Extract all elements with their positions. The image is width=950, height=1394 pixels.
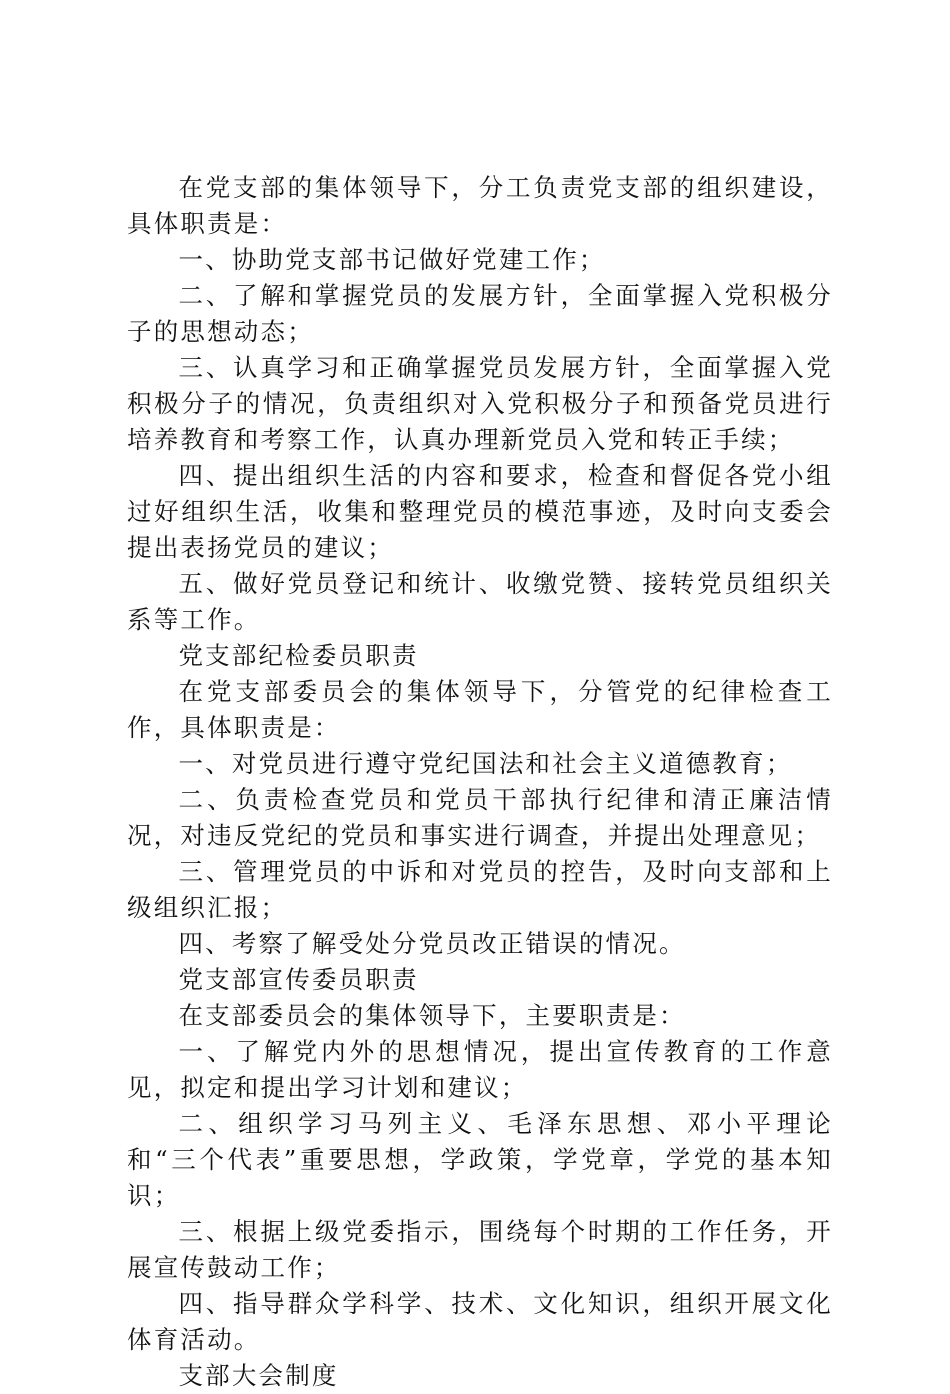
paragraph: 一、对党员进行遵守党纪国法和社会主义道德教育；	[178, 749, 793, 778]
paragraph: 五、做好党员登记和统计、收缴党赞、接转党员组织关系等工作。	[127, 569, 833, 634]
section-heading: 支部大会制度	[178, 1361, 339, 1390]
paragraph: 一、协助党支部书记做好党建工作；	[178, 245, 606, 274]
paragraph: 一、了解党内外的思想情况，提出宣传教育的工作意见，拟定和提出学习计划和建议；	[127, 1037, 833, 1102]
paragraph: 四、提出组织生活的内容和要求，检查和督促各党小组过好组织生活，收集和整理党员的模范事迹，及时向支委会提出表扬党员的建议；	[127, 461, 833, 562]
paragraph: 二、负责检查党员和党员干部执行纪律和清正廉洁情况，对违反党纪的党员和事实进行调查，并提出处理意见；	[127, 785, 833, 850]
paragraph: 四、考察了解受处分党员改正错误的情况。	[178, 929, 686, 958]
paragraph: 三、管理党员的中诉和对党员的控告，及时向支部和上级组织汇报；	[127, 857, 833, 922]
paragraph: 四、指导群众学科学、技术、文化知识，组织开展文化体育活动。	[127, 1289, 833, 1354]
paragraph: 在党支部委员会的集体领导下，分管党的纪律检查工作，具体职责是：	[127, 677, 833, 742]
document-body	[127, 170, 833, 1394]
section-heading: 党支部宣传委员职责	[178, 965, 419, 994]
paragraph: 二、了解和掌握党员的发展方针，全面掌握入党积极分子的思想动态；	[127, 281, 833, 346]
paragraph: 在支部委员会的集体领导下，主要职责是：	[178, 1001, 686, 1030]
paragraph: 三、根据上级党委指示，围绕每个时期的工作任务，开展宣传鼓动工作；	[127, 1217, 833, 1282]
paragraph: 二、组织学习马列主义、毛泽东思想、邓小平理论和“三个代表”重要思想，学政策，学党章，学党的基本知识；	[127, 1109, 833, 1210]
paragraph: 在党支部的集体领导下，分工负责党支部的组织建设，具体职责是：	[127, 173, 833, 238]
paragraph: 三、认真学习和正确掌握党员发展方针，全面掌握入党积极分子的情况，负责组织对入党积极分子和预备党员进行培养教育和考察工作，认真办理新党员入党和转正手续；	[127, 353, 833, 454]
section-heading: 党支部纪检委员职责	[178, 641, 419, 670]
